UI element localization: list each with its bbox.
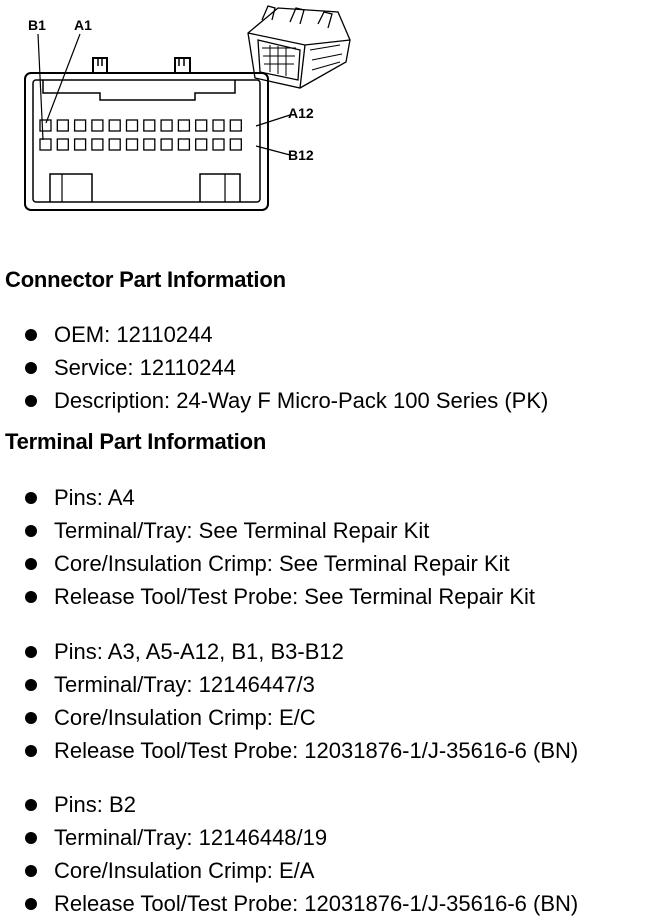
- list-item-text: Release Tool/Test Probe: 12031876-1/J-35616-6 (BN): [54, 891, 579, 916]
- list-item: [0, 547, 535, 580]
- cavity: [178, 139, 189, 150]
- cavity: [230, 139, 241, 150]
- cavity: [40, 139, 51, 150]
- list-item-text: OEM: 12110244: [54, 322, 213, 347]
- list-item-text: Terminal/Tray: 12146448/19: [54, 825, 328, 850]
- list-item-text: Pins: B2: [54, 792, 136, 817]
- bullet-icon: [25, 745, 37, 757]
- cavity: [92, 120, 103, 131]
- list-item: [0, 514, 535, 547]
- cavity: [144, 139, 155, 150]
- bullet-icon: [25, 329, 37, 341]
- cavity: [57, 120, 68, 131]
- list-item-text: Release Tool/Test Probe: 12031876-1/J-35616-6 (BN): [54, 738, 579, 763]
- list-item: [0, 351, 548, 384]
- list-item-text: Pins: A3, A5-A12, B1, B3-B12: [54, 639, 344, 664]
- list-item-text: Description: 24-Way F Micro-Pack 100 Series (PK): [54, 388, 549, 413]
- bullet-icon: [25, 492, 37, 504]
- cavity: [196, 139, 207, 150]
- list-item-text: Terminal/Tray: 12146447/3: [54, 672, 315, 697]
- connector-3d-icon: [248, 6, 350, 88]
- cavity: [109, 120, 120, 131]
- leader-lines: [38, 34, 290, 155]
- cavity: [144, 120, 155, 131]
- list-item-text: Terminal/Tray: See Terminal Repair Kit: [54, 518, 430, 543]
- list-item: [0, 668, 578, 701]
- terminal-group-3: [0, 788, 578, 920]
- cavity: [127, 120, 138, 131]
- connector-part-heading: Connector Part Information: [5, 267, 286, 292]
- connector-part-list: [0, 318, 548, 417]
- list-item: [0, 734, 578, 767]
- bullet-icon: [25, 898, 37, 910]
- cavity: [109, 139, 120, 150]
- connector-face-icon: [25, 58, 268, 210]
- terminal-group-2: [0, 635, 578, 767]
- cavity: [57, 139, 68, 150]
- list-item: [0, 318, 548, 351]
- list-item-text: Release Tool/Test Probe: See Terminal Repair Kit: [54, 584, 535, 609]
- bullet-icon: [25, 679, 37, 691]
- list-item: [0, 887, 578, 920]
- bullet-icon: [25, 558, 37, 570]
- pin-label-a1: A1: [74, 17, 92, 33]
- list-item: [0, 701, 578, 734]
- pin-label-a12: A12: [288, 105, 314, 121]
- list-item: [0, 854, 578, 887]
- cavity: [161, 139, 172, 150]
- cavity: [75, 139, 86, 150]
- list-item: [0, 384, 548, 417]
- bullet-icon: [25, 865, 37, 877]
- bullet-icon: [25, 591, 37, 603]
- cavity: [92, 139, 103, 150]
- list-item: [0, 635, 578, 668]
- connector-diagram: [0, 0, 360, 220]
- list-item-text: Core/Insulation Crimp: E/A: [54, 858, 315, 883]
- cavity: [213, 139, 224, 150]
- cavity: [196, 120, 207, 131]
- list-item: [0, 481, 535, 514]
- cavity: [230, 120, 241, 131]
- cavity: [213, 120, 224, 131]
- cavity: [178, 120, 189, 131]
- terminal-part-heading: Terminal Part Information: [5, 429, 267, 454]
- bullet-icon: [25, 646, 37, 658]
- list-item-text: Service: 12110244: [54, 355, 236, 380]
- cavity: [161, 120, 172, 131]
- pin-label-b1: B1: [28, 17, 46, 33]
- cavity: [75, 120, 86, 131]
- list-item-text: Pins: A4: [54, 485, 135, 510]
- list-item: [0, 580, 535, 613]
- bullet-icon: [25, 832, 37, 844]
- list-item: [0, 821, 578, 854]
- bullet-icon: [25, 395, 37, 407]
- cavity-grid: [40, 120, 241, 150]
- list-item-text: Core/Insulation Crimp: E/C: [54, 705, 316, 730]
- bullet-icon: [25, 525, 37, 537]
- bullet-icon: [25, 712, 37, 724]
- bullet-icon: [25, 799, 37, 811]
- terminal-group-1: [0, 481, 535, 613]
- pin-label-b12: B12: [288, 147, 314, 163]
- list-item-text: Core/Insulation Crimp: See Terminal Repair Kit: [54, 551, 510, 576]
- cavity: [127, 139, 138, 150]
- list-item: [0, 788, 578, 821]
- bullet-icon: [25, 362, 37, 374]
